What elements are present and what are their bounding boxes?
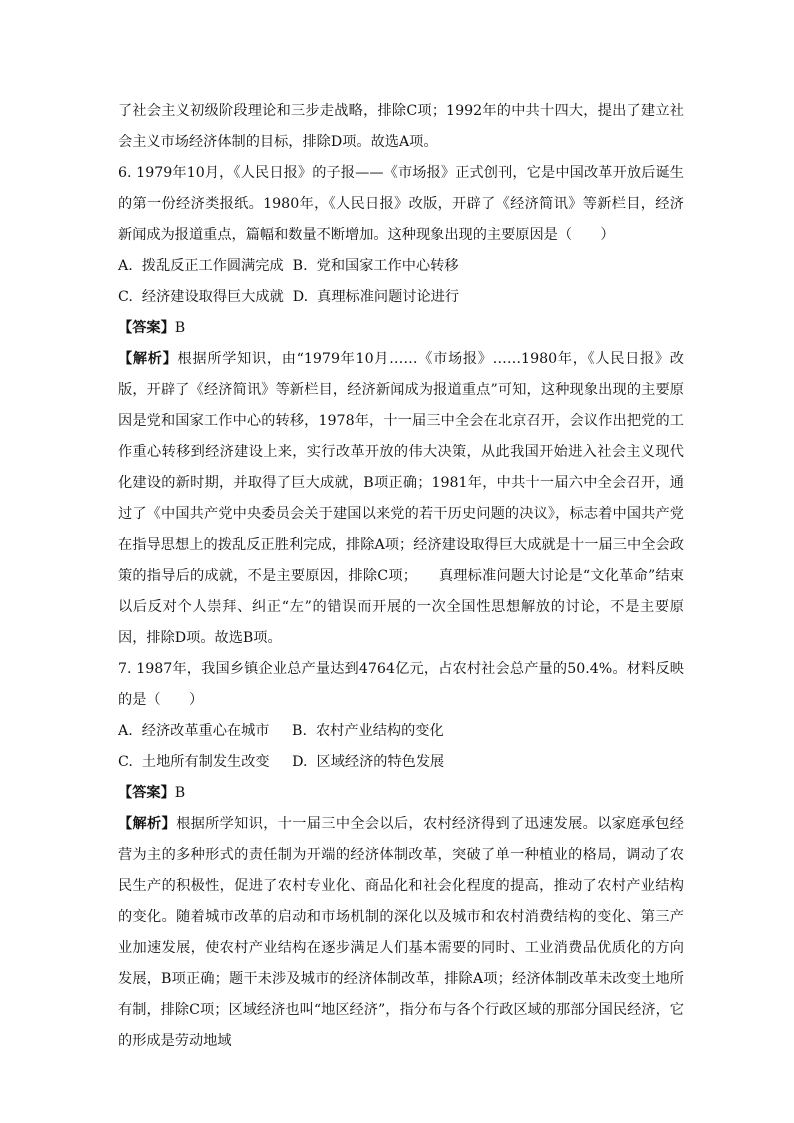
answer-label: 【答案】: [118, 320, 175, 336]
question-7-options-ab: A. 经济改革重心在城市 B. 农村产业结构的变化: [118, 723, 444, 739]
question-6-analysis: [118, 344, 684, 654]
intro-continuation: 了社会主义初级阶段理论和三步走战略，排除C项；1992年的中共十四大，提出了建立社会主义市场经济体制的目标，排除D项。故选A项。: [118, 103, 684, 150]
analysis-text: 根据所学知识，由“1979年10月……《市场报》……1980年，《人民日报》改版，开辟了《经济简讯》等新栏目，经济新闻成为报道重点”可知，这种现象出现的主要原因是党和国家工作中心的转移，1978年，十一届三中全会在北京召开，会议作出把党的工作重心转移到经济建设上来，实行改革开放的伟大决策，从此我国开始进入社会主义现代化建设的新时期，并取得了巨大成就，B项正确；1981年，中共十一届六中全会召开，通过了《中国共产党中央委员会关于建国以来党的若干历史问题的决议》，标志着中国共产党在指导思想上的拨乱反正胜利完成，排除A项；经济建设取得巨大成就是十一届三中全会政策的指导后的成就，不是主要原因，排除C项； 真理标准问题大讨论是“文化革命”结束以后反对个人崇拜、纠正“左”的错误而开展的一次全国性思想解放的讨论，不是主要原因，排除D项。故选B项。: [118, 351, 684, 646]
question-6-options-ab: A. 拨乱反正工作圆满完成 B. 党和国家工作中心转移: [118, 258, 459, 274]
question-7-analysis: [118, 809, 684, 1057]
analysis-label: 【解析】: [118, 816, 177, 832]
document-page: [118, 96, 684, 1057]
answer-value: B: [174, 785, 186, 801]
analysis-label: 【解析】: [118, 351, 178, 367]
question-6: [118, 158, 684, 654]
answer-value: B: [174, 320, 186, 336]
question-7-stem: 7. 1987年，我国乡镇企业总产量达到4764亿元，占农村社会总产量的50.4%。材料反映的是（ ）: [118, 661, 684, 708]
question-6-stem: 6. 1979年10月，《人民日报》的子报——《市场报》正式创刊，它是中国改革开放后诞生的第一份经济类报纸。1980年，《人民日报》改版，开辟了《经济简讯》等新栏目，经济新闻成为报道重点，篇幅和数量不断增加。这种现象出现的主要原因是（ ）: [118, 165, 684, 243]
question-6-options-cd: C. 经济建设取得巨大成就 D. 真理标准问题讨论进行: [118, 289, 460, 305]
question-6-answer: [118, 313, 684, 344]
analysis-text: 根据所学知识，十一届三中全会以后，农村经济得到了迅速发展。以家庭承包经营为主的多种形式的责任制为开端的经济体制改革，突破了单一种植业的格局，调动了农民生产的积极性，促进了农村专业化、商品化和社会化程度的提高，推动了农村产业结构的变化。随着城市改革的启动和市场机制的深化以及城市和农村消费结构的变化、第三产业加速发展，使农村产业结构在逐步满足人们基本需要的同时、工业消费品优质化的方向发展，B项正确；题干未涉及城市的经济体制改革，排除A项；经济体制改革未改变土地所有制，排除C项；区域经济也叫“地区经济”，指分布与各个行政区域的那部分国民经济，它的形成是劳动地域: [118, 816, 684, 1049]
question-7-answer: [118, 778, 684, 809]
question-7: [118, 654, 684, 1057]
answer-label: 【答案】: [118, 785, 175, 801]
question-7-options-cd: C. 土地所有制发生改变 D. 区域经济的特色发展: [118, 754, 445, 770]
